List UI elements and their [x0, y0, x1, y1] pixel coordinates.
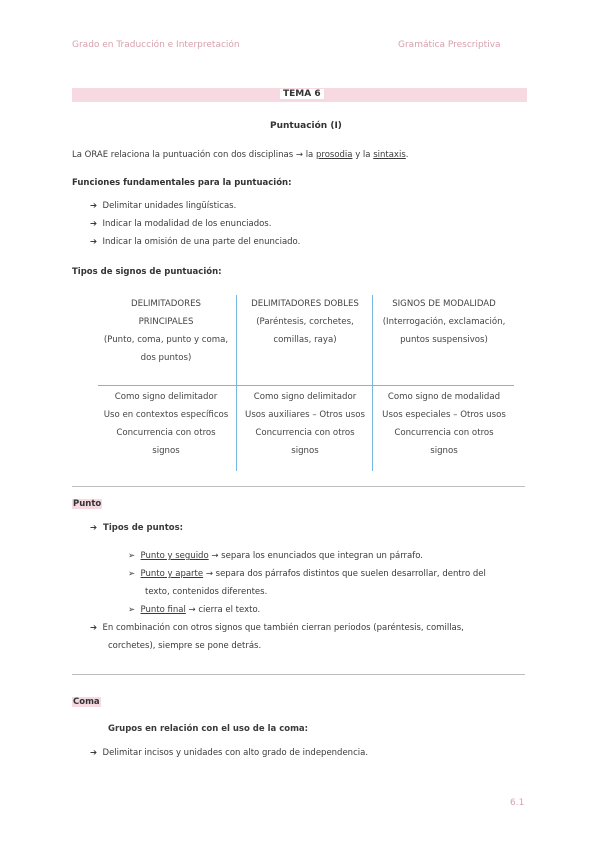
punto-item-text: → separa los enunciados que integran un párrafo.	[211, 551, 423, 561]
funciones-item	[90, 237, 300, 247]
punto-note-line: En combinación con otros signos que también cierran periodos (paréntesis, comillas,	[102, 623, 464, 633]
triangle-bullet-icon: ➢	[128, 605, 136, 615]
table-cell-line: DELIMITADORES DOBLES	[251, 299, 359, 309]
table-col1-bottom	[98, 388, 234, 460]
table-cell-line: Concurrencia con otros	[116, 428, 216, 438]
punto-item-term: Punto y seguido	[140, 551, 209, 561]
triangle-bullet-icon: ➢	[128, 551, 136, 561]
arrow-icon: ➔	[90, 219, 98, 229]
table-cell-line: Como signo delimitador	[114, 392, 218, 402]
table-hline	[98, 385, 514, 386]
arrow-icon: ➔	[90, 523, 98, 533]
punto-subheading	[90, 523, 183, 533]
punto-item	[128, 569, 528, 579]
intro-text	[72, 150, 408, 160]
intro-before: La ORAE relaciona la puntuación con dos disciplinas → la	[72, 150, 314, 160]
table-cell-line: signos	[152, 446, 180, 456]
arrow-icon: ➔	[90, 623, 98, 633]
table-col2-bottom	[238, 388, 372, 460]
section-divider	[72, 674, 525, 675]
triangle-bullet-icon: ➢	[128, 569, 136, 579]
funciones-item-text: Indicar la omisión de una parte del enunciado.	[102, 237, 301, 247]
arrow-icon: ➔	[90, 748, 98, 758]
table-cell-line: Usos auxiliares – Otros usos	[245, 410, 365, 420]
table-cell-line: puntos suspensivos)	[400, 335, 488, 345]
table-cell-line: PRINCIPALES	[138, 317, 194, 327]
table-col3-top	[374, 295, 514, 349]
tema-label: TEMA 6	[280, 89, 324, 99]
table-cell-line: comillas, raya)	[273, 335, 337, 345]
coma-item	[90, 748, 368, 758]
table-cell-line: DELIMITADORES	[130, 299, 202, 309]
page-number: 6.1	[510, 798, 525, 808]
table-cell-line: (Paréntesis, corchetes,	[256, 317, 354, 327]
page-title: Puntuación (I)	[270, 121, 342, 131]
header-right: Gramática Prescriptiva	[398, 40, 501, 50]
table-cell-line: Concurrencia con otros	[394, 428, 494, 438]
table-cell-line: Usos especiales – Otros usos	[382, 410, 506, 420]
coma-subheading: Grupos en relación con el uso de la coma:	[108, 724, 309, 734]
intro-end: .	[405, 150, 409, 160]
table-col1-top	[98, 295, 234, 367]
funciones-item	[90, 201, 236, 211]
punto-item-continuation: texto, contenidos diferentes.	[145, 587, 268, 597]
table-col2-top	[238, 295, 372, 349]
table-cell-line: SIGNOS DE MODALIDAD	[392, 299, 496, 309]
funciones-item-text: Delimitar unidades lingüísticas.	[102, 201, 237, 211]
table-cell-line: signos	[291, 446, 319, 456]
table-cell-line: Uso en contextos específicos	[103, 410, 229, 420]
funciones-heading: Funciones fundamentales para la puntuación:	[72, 178, 292, 188]
table-cell-line: Como signo delimitador	[253, 392, 357, 402]
punto-heading-text: Punto	[73, 499, 102, 509]
intro-middle: y la	[355, 150, 371, 160]
table-cell-line: (Punto, coma, punto y coma,	[103, 335, 229, 345]
punto-subheading-text: Tipos de puntos:	[103, 523, 184, 533]
table-col3-bottom	[374, 388, 514, 460]
section-divider	[72, 486, 525, 487]
punto-heading	[72, 499, 102, 509]
punto-item-text: → cierra el texto.	[188, 605, 261, 615]
punto-item-text: → separa dos párrafos distintos que suelen desarrollar, dentro del	[205, 569, 486, 579]
coma-heading-text: Coma	[73, 697, 100, 707]
arrow-icon: ➔	[90, 237, 98, 247]
coma-item-text: Delimitar incisos y unidades con alto grado de independencia.	[102, 748, 369, 758]
table-cell-line: Como signo de modalidad	[387, 392, 501, 402]
punto-item	[128, 551, 528, 561]
intro-prosodia: prosodia	[315, 150, 353, 160]
punto-item-term: Punto y aparte	[140, 569, 204, 579]
intro-sintaxis: sintaxis	[373, 150, 406, 160]
table-cell-line: signos	[430, 446, 458, 456]
header-left: Grado en Traducción e Interpretación	[72, 40, 240, 50]
funciones-item-text: Indicar la modalidad de los enunciados.	[102, 219, 272, 229]
punto-item	[128, 605, 528, 615]
table-vline	[236, 295, 237, 471]
table-vline	[372, 295, 373, 471]
punto-item-term: Punto final	[140, 605, 186, 615]
table-cell-line: Concurrencia con otros	[255, 428, 355, 438]
funciones-item	[90, 219, 271, 229]
arrow-icon: ➔	[90, 201, 98, 211]
tipos-heading: Tipos de signos de puntuación:	[72, 267, 222, 277]
table-cell-line: dos puntos)	[140, 353, 192, 363]
punto-note	[90, 623, 464, 633]
punto-note-line: corchetes), siempre se pone detrás.	[108, 641, 262, 651]
coma-heading	[72, 697, 101, 707]
table-cell-line: (Interrogación, exclamación,	[382, 317, 506, 327]
